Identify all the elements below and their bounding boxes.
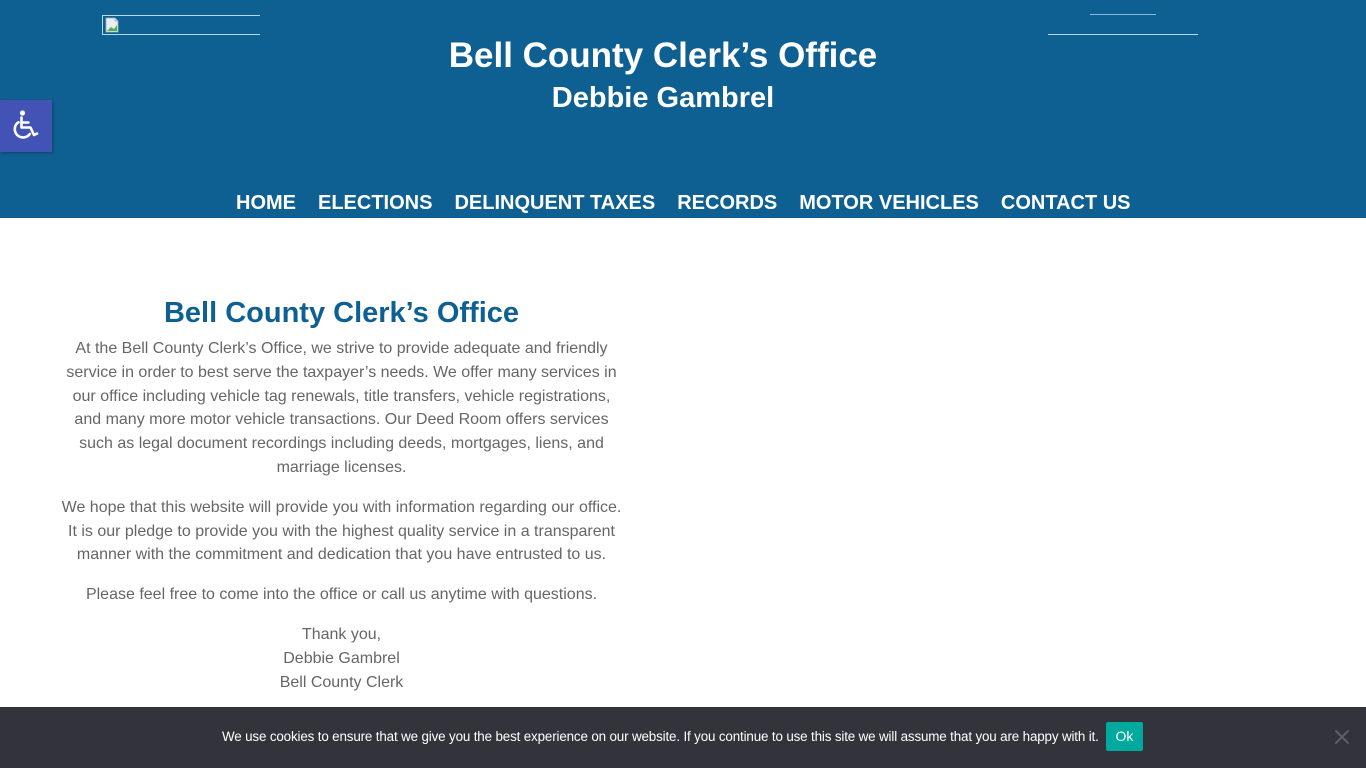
site-header xyxy=(0,0,1366,218)
main-nav xyxy=(0,188,1366,218)
nav-item-home[interactable]: HOME xyxy=(236,192,296,214)
cookie-notice-bar xyxy=(0,707,1366,768)
nav-item-contact-us[interactable]: CONTACT US xyxy=(1000,192,1131,214)
signature-name: Debbie Gambrel xyxy=(283,649,400,667)
contact-paragraph: Please feel free to come into the office or call us anytime with questions. xyxy=(85,586,598,604)
main-content xyxy=(60,290,623,694)
accessibility-toolbar-button[interactable] xyxy=(0,100,52,152)
cookie-notice-text: We use cookies to ensure that we give you the best experience on our website. If you continue to use this site we will assume that you are happy with it. xyxy=(222,729,1099,744)
site-title: Bell County Clerk’s Office xyxy=(448,36,878,75)
cookie-accept-button[interactable]: Ok xyxy=(1106,722,1143,751)
signature-role: Bell County Clerk xyxy=(279,673,404,691)
nav-item-records[interactable]: RECORDS xyxy=(677,192,778,214)
pledge-paragraph: We hope that this website will provide you with information regarding our office. It is our pledge to provide you with the highest quality service in a transparent manner with the commitment and dedication that you have entrusted to us. xyxy=(61,498,622,564)
nav-item-delinquent-taxes[interactable]: DELINQUENT TAXES xyxy=(454,192,656,214)
page-heading: Bell County Clerk’s Office xyxy=(163,297,520,329)
header-logo-right-top-line xyxy=(1090,14,1156,15)
nav-item-motor-vehicles[interactable]: MOTOR VEHICLES xyxy=(799,192,979,214)
signature-closing: Thank you, xyxy=(301,625,382,643)
header-logo-right[interactable] xyxy=(1048,34,1198,35)
close-icon[interactable] xyxy=(1333,728,1351,746)
header-logo-left[interactable] xyxy=(102,15,260,35)
nav-item-elections[interactable]: ELECTIONS xyxy=(318,192,433,214)
broken-image-icon xyxy=(104,17,120,33)
intro-paragraph: At the Bell County Clerk’s Office, we strive to provide adequate and friendly service in order to best serve the taxpayer’s needs. We offer many services in our office including vehicle tag renewals, title transfers, vehicle registrations, and many more motor vehicle transactions. Our Deed Room offers services such as legal document recordings including deeds, mortgages, liens, and marriage licenses. xyxy=(66,340,617,476)
site-subtitle: Debbie Gambrel xyxy=(551,82,775,114)
wheelchair-icon xyxy=(10,109,42,143)
